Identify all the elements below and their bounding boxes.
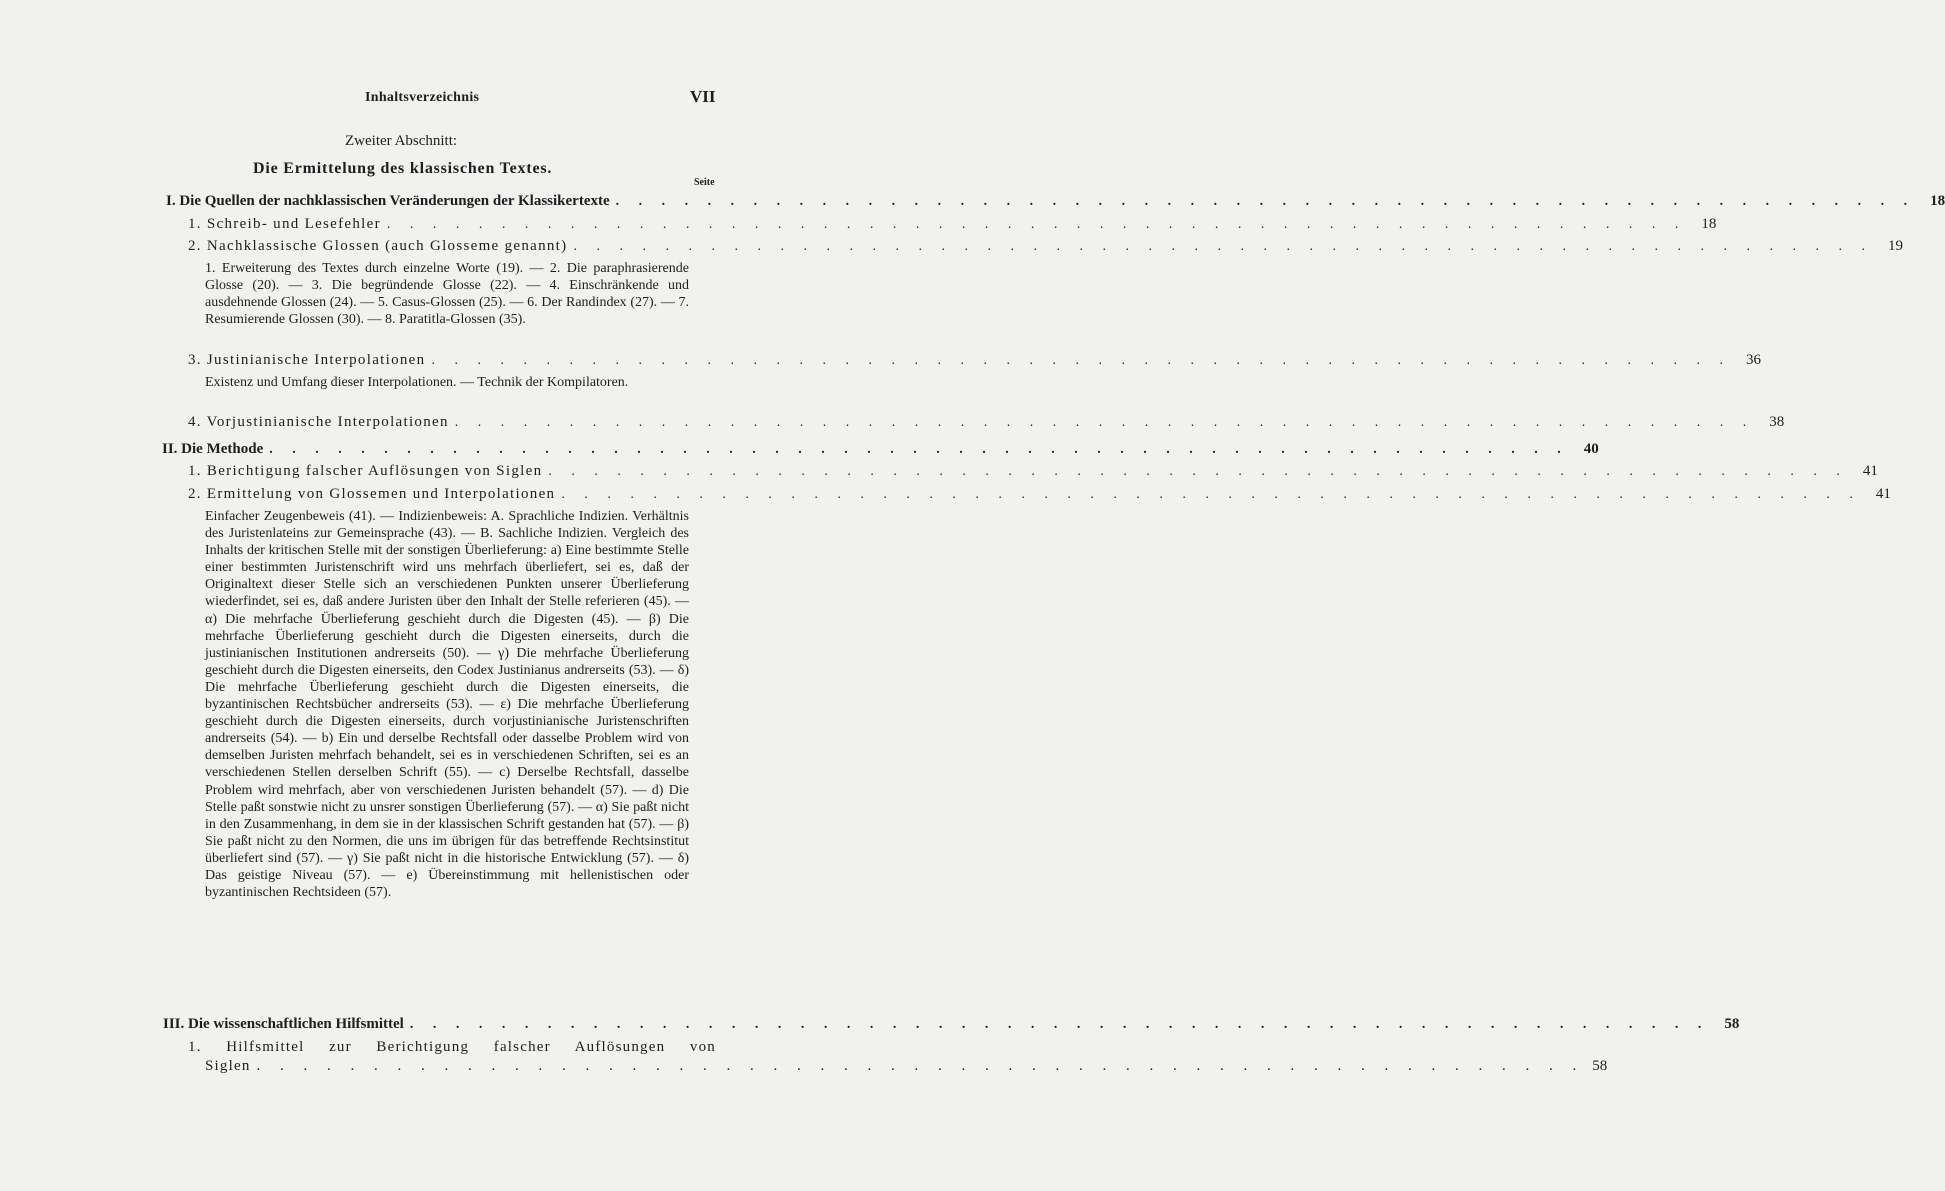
toc-entry bbox=[188, 1038, 1608, 1076]
toc-part-2-title: II. Die Methode bbox=[162, 441, 264, 457]
toc-entry-page: 41 bbox=[1862, 463, 1878, 479]
toc-part-3-title: III. Die wissenschaftlichen Hilfsmittel bbox=[163, 1016, 404, 1032]
toc-entry bbox=[188, 414, 1785, 431]
leader-dots: . . . . . . . . . . . . . . . . . . . . . . . . . . . . . . . . . . . . . . . . . . . . . . . . . . . . . . . . . bbox=[548, 464, 1848, 479]
toc-entry bbox=[188, 216, 1717, 233]
toc-part-3-page: 58 bbox=[1724, 1016, 1740, 1032]
toc-entry bbox=[188, 463, 1878, 480]
toc-entry-title: 3. Justinianische Interpolationen bbox=[188, 352, 426, 368]
section-label: Zweiter Abschnitt: bbox=[345, 133, 458, 149]
leader-dots: . . . . . . . . . . . . . . . . . . . . . . . . . . . . . . . . . . . . . . . . . . . . . . . . . . . . . . . . . bbox=[431, 353, 1731, 368]
page-number: VII bbox=[690, 87, 716, 106]
toc-entry-page: 36 bbox=[1745, 352, 1761, 368]
leader-dots: . . . . . . . . . . . . . . . . . . . . . . . . . . . . . . . . . . . . . . . . . . . . . . . . . . . . . . . . . bbox=[454, 415, 1755, 430]
toc-part-1-page: 18 bbox=[1930, 193, 1945, 209]
toc-entry-title: 4. Vorjustinianische Interpolationen bbox=[188, 414, 449, 430]
seite-column-label: Seite bbox=[694, 177, 715, 188]
leader-dots: . . . . . . . . . . . . . . . . . . . . . . . . . . . . . . . . . . . . . . . . . . . . . . . . . . . . . . . . . bbox=[615, 194, 1916, 209]
toc-part-1 bbox=[166, 193, 1945, 210]
toc-part-2 bbox=[162, 441, 1599, 458]
leader-dots: . . . . . . . . . . . . . . . . . . . . . . . . . . . . . . . . . . . . . . . . . . . . . . . . . . . . . . . . . bbox=[386, 217, 1687, 232]
toc-entry-description: Existenz und Umfang dieser Interpolationen. — Technik der Kompilatoren. bbox=[205, 375, 629, 390]
toc-part-1-title: I. Die Quellen der nachklassischen Veränderungen der Klassikertexte bbox=[166, 193, 610, 209]
toc-entry-title: 2. Nachklassische Glossen (auch Glosseme genannt) bbox=[188, 238, 568, 254]
leader-dots: . . . . . . . . . . . . . . . . . . . . . . . . . . . . . . . . . . . . . . . . . . . . . . . . . . . . . . . . . bbox=[409, 1017, 1710, 1032]
running-title: Inhaltsverzeichnis bbox=[365, 90, 480, 105]
toc-entry-title-line1: 1. Hilfsmittel zur Berichtigung falscher Auflösungen von bbox=[188, 1039, 716, 1055]
section-title: Die Ermittelung des klassischen Textes. bbox=[253, 160, 553, 177]
toc-entry-page: 19 bbox=[1887, 238, 1903, 254]
toc-entry-title: 2. Ermittelung von Glossemen und Interpolationen bbox=[188, 486, 556, 502]
leader-dots: . . . . . . . . . . . . . . . . . . . . . . . . . . . . . . . . . . . . . . . . . . . . . . . . . . . . . . . . . bbox=[561, 487, 1861, 502]
leader-dots: . . . . . . . . . . . . . . . . . . . . . . . . . . . . . . . . . . . . . . . . . . . . . . . . . . . . . . . . . bbox=[256, 1058, 1585, 1074]
toc-entry-page: 18 bbox=[1701, 216, 1717, 232]
toc-part-3 bbox=[163, 1016, 1740, 1033]
toc-part-2-page: 40 bbox=[1583, 441, 1599, 457]
toc-entry-title: 1. Schreib- und Lesefehler bbox=[188, 216, 381, 232]
toc-entry-page: 58 bbox=[1592, 1058, 1608, 1074]
toc-entry bbox=[188, 238, 1903, 255]
toc-entry-title-line2: Siglen bbox=[205, 1058, 251, 1074]
toc-entry-page: 41 bbox=[1875, 486, 1891, 502]
toc-entry-description: 1. Erweiterung des Textes durch einzelne Worte (19). — 2. Die paraphrasierende Glosse (20). — 3. Die begründende Glosse (22). — 4. Einschränkende und ausdehnende Glossen (24). — 5. Casus-Glossen (25). — 6. Der Randindex (27). — 7. Resumierende Glossen (30). — 8. Paratitla-Glossen (35). bbox=[205, 261, 689, 328]
leader-dots: . . . . . . . . . . . . . . . . . . . . . . . . . . . . . . . . . . . . . . . . . . . . . . . . . . . . . . . . . bbox=[269, 442, 1569, 457]
toc-entry-description: Einfacher Zeugenbeweis (41). — Indizienbeweis: A. Sprachliche Indizien. Verhältnis des Juristenlateins zur Gemeinsprache (43). — B. Sachliche Indizien. Vergleich des Inhalts der kritischen Stelle mit der sonstigen Überlieferung: a) Eine bestimmte Stelle einer bestimmten Juristenschrift wird uns mehrfach überliefert, sei es, daß der Originaltext dieser Stelle sich an verschiedenen Punkten unserer Überlieferung wiederfindet, sei es, daß andere Juristen über den Inhalt der Stelle referieren (45). — α) Die mehrfache Überlieferung geschieht durch die Digesten (45). — β) Die mehrfache Überlieferung geschieht durch die Digesten einerseits, durch die justinianischen Institutionen andrerseits (50). — γ) Die mehrfache Überlieferung geschieht durch die Digesten einerseits, den Codex Justinianus andrerseits (53). — δ) Die mehrfache Überlieferung geschieht durch die Digesten einerseits, die byzantinischen Rechtsbücher andrerseits (53). — ε) Die mehrfache Überlieferung geschieht durch die Digesten einerseits, durch vorjustinianische Juristenschriften andrerseits (54). — b) Ein und derselbe Rechtsfall oder dasselbe Problem wird von demselben Juristen mehrfach behandelt, sei es in verschiedenen Schriften, sei es an verschiedenen Stellen derselben Schrift (55). — c) Derselbe Rechtsfall, dasselbe Problem wird mehrfach, aber von verschiedenen Juristen behandelt (57). — d) Die Stelle paßt sonstwie nicht zu unsrer sonstigen Überlieferung (57). — α) Sie paßt nicht in den Zusammenhang, in dem sie in der klassischen Schrift gestanden hat (57). — β) Sie paßt nicht zu den Normen, die uns im übrigen für das betreffende Rechtsinstitut überliefert sind (57). — γ) Sie paßt nicht in die historische Entwicklung (57). — δ) Das geistige Niveau (57). — e) Übereinstimmung mit hellenistischen oder byzantinischen Rechtsideen (57). bbox=[205, 509, 689, 901]
toc-entry-page: 38 bbox=[1769, 414, 1785, 430]
toc-entry-title-line2-row bbox=[188, 1057, 1608, 1076]
leader-dots: . . . . . . . . . . . . . . . . . . . . . . . . . . . . . . . . . . . . . . . . . . . . . . . . . . . . . . . . . bbox=[573, 239, 1873, 254]
toc-entry-title: 1. Berichtigung falscher Auflösungen von Siglen bbox=[188, 463, 543, 479]
toc-entry bbox=[188, 486, 1891, 503]
toc-entry bbox=[188, 352, 1761, 369]
